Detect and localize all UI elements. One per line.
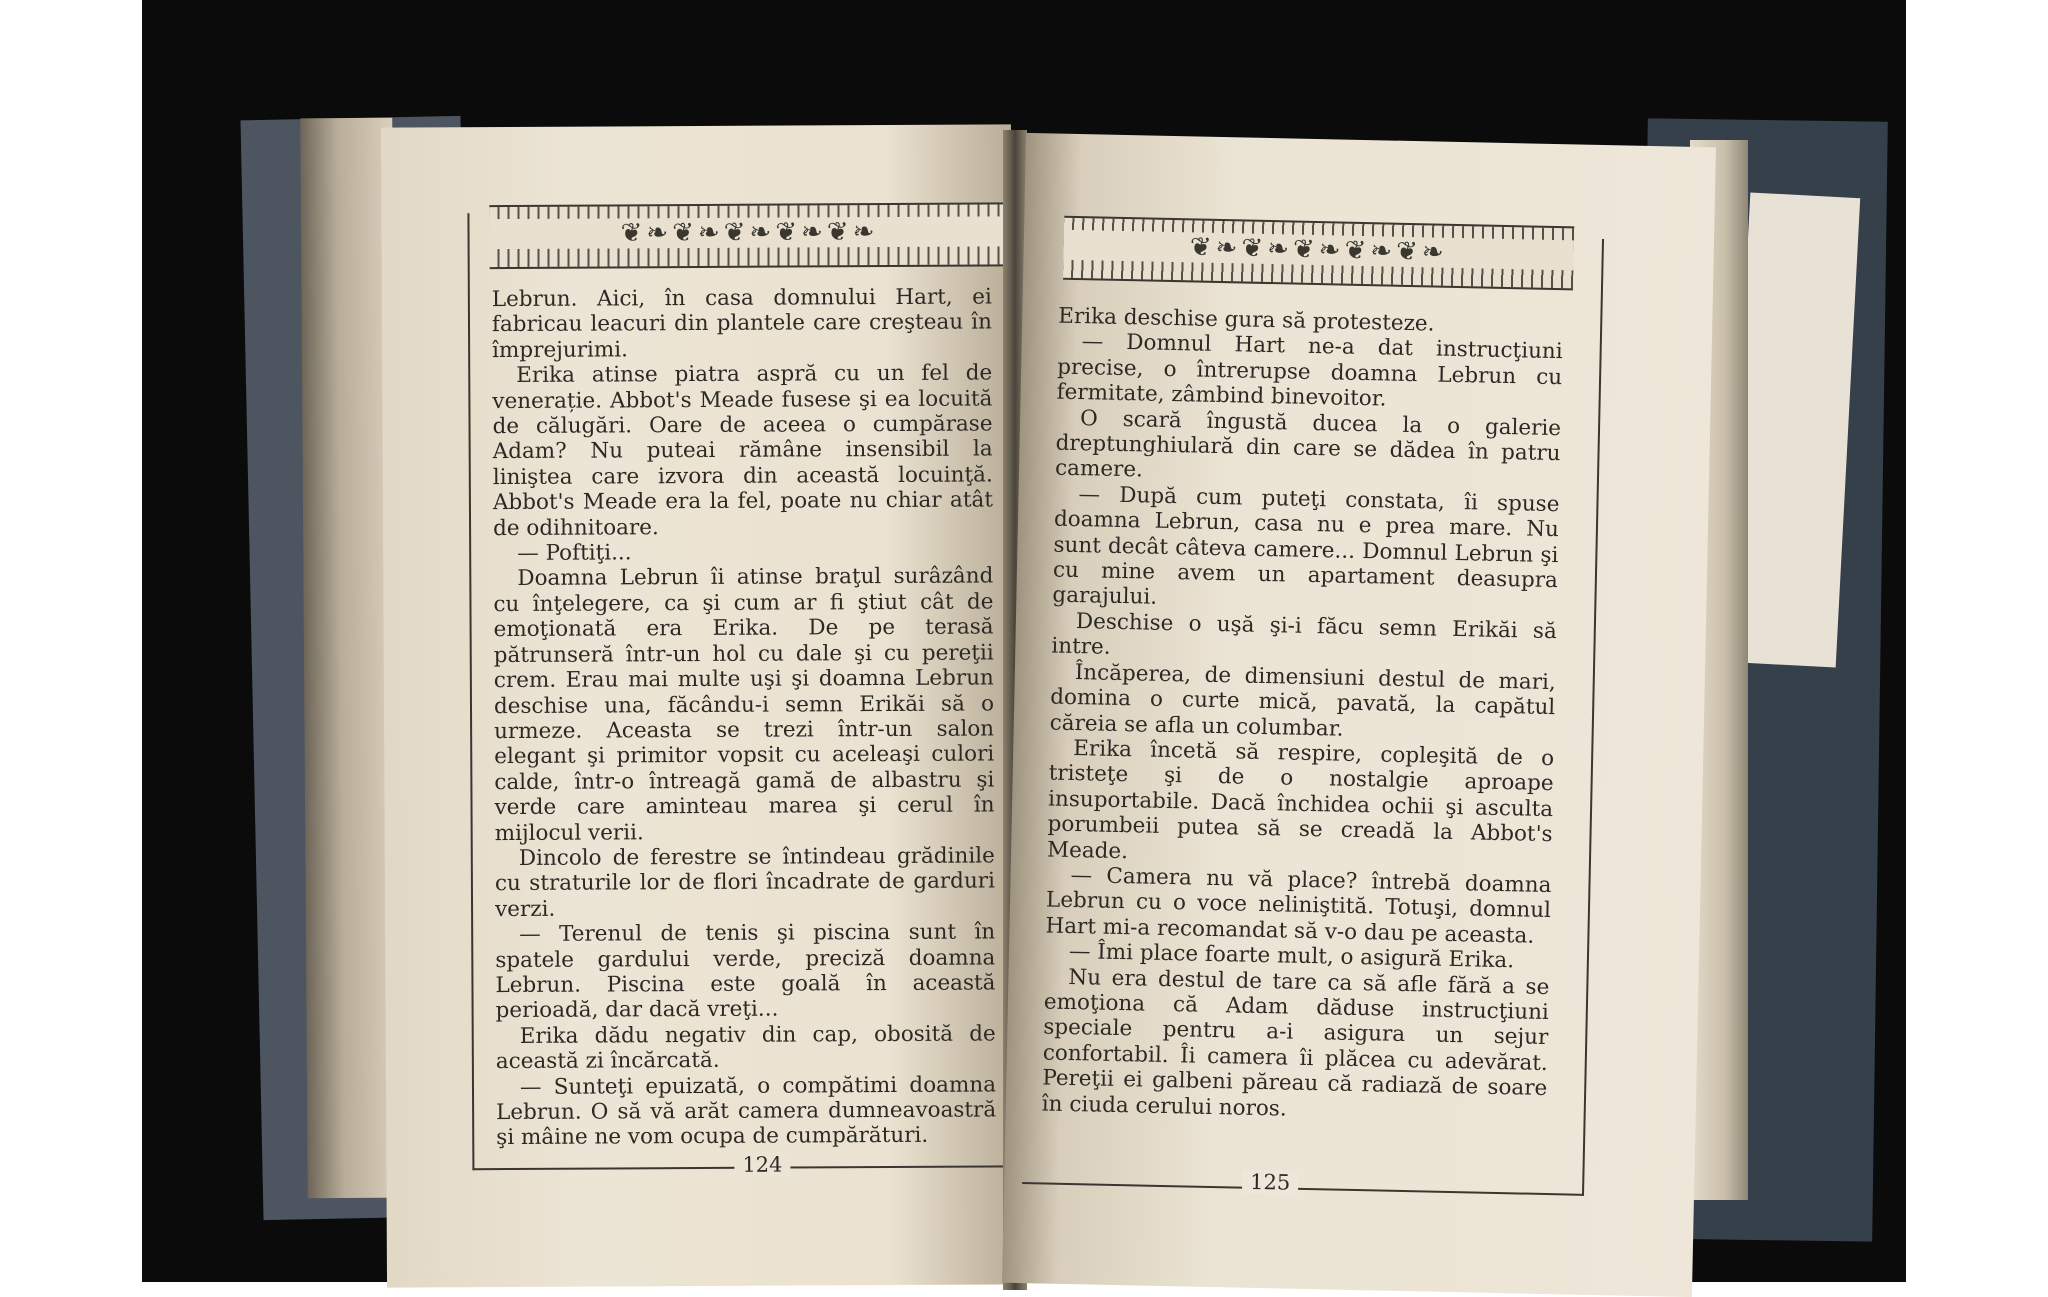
left-page	[381, 124, 1017, 1287]
ornament-glyphs: ❦❧❦❧❦❧❦❧❦❧	[489, 216, 1009, 249]
paragraph: Doamna Lebrun îi atinse braţul surâzând cu înţelegere, ca şi cum ar fi ştiut cât de emoţionată era Erika. De pe terasă pătrunseră într-un hol cu dale şi cu pereţii crem. Erau mai multe uşi şi doamna Lebrun deschise una, făcându-i semn Erikăi să o urmeze. Aceasta se trezi într-un salon elegant şi primitor vopsit cu aceleaşi culori calde, într-o întreagă gamă de albastru şi verde care aminteau marea şi cerul în mijlocul verii.	[493, 563, 995, 846]
right-page-text	[1042, 304, 1564, 1127]
page-number: 124	[734, 1153, 790, 1177]
paragraph: — După cum puteţi constata, îi spuse doamna Lebrun, casa nu e prea mare. Nu sunt decât câteva camere... Domnul Lebrun şi cu mine avem un apartament deasupra garajului.	[1052, 481, 1560, 611]
paragraph: — Sunteţi epuizată, o compătimi doamna Lebrun. O să vă arăt camera dumneavoastră şi mâine ne vom ocupa de cumpărături.	[496, 1072, 997, 1151]
paragraph: Încăperea, de dimensiuni destul de mari, domina o curte mică, pavată, la capătul căreia se afla un columbar.	[1049, 659, 1556, 742]
paragraph: — Îmi place foarte mult, o asigură Erika.	[1068, 939, 1515, 974]
paragraph: Erika atinse piatra aspră cu un fel de venerație. Abbot's Meade fusese şi ea locuită de călugări. Oare de aceea o cumpărase Adam? Nu puteai rămâne insensibil la liniştea care izvora din această locuinţă. Abbot's Meade era la fel, poate nu chiar atât de odihnitoare.	[492, 360, 993, 541]
paragraph: Nu era destul de tare ca să afle fără a se emoţiona că Adam dăduse instrucţiuni speciale pentru a-i asigura un sejur confortabil. Îi camera îi plăcea cu adevărat. Pereţii ei galbeni păreau că radiază de soare în ciuda cerului noros.	[1041, 964, 1550, 1122]
paragraph: Erika deschise gura să protesteze.	[1058, 303, 1435, 337]
paragraph: — Terenul de tenis şi piscina sunt în spatele gardului verde, preciză doamna Lebrun. Piscina este goală în această perioadă, dar dacă vreţi...	[495, 919, 996, 1024]
page-number: 125	[1242, 1170, 1299, 1195]
right-page	[1002, 133, 1716, 1297]
paragraph: — Poftiţi...	[517, 540, 632, 567]
paragraph: O scară îngustă ducea la o galerie dreptunghiulară din care se dădea în patru camere.	[1054, 405, 1562, 483]
paragraph: — Domnul Hart ne-a dat instrucţiuni precise, o întrerupse doamna Lebrun cu fermitate, zâmbind binevoitor.	[1056, 329, 1563, 412]
paragraph: — Camera nu vă place? întrebă doamna Lebrun cu o voce neliniştită. Totuşi, domnul Hart mi-a recomandat să v-o dau pe aceasta.	[1045, 862, 1552, 949]
left-page-ornament	[489, 202, 1009, 269]
paragraph: Dincolo de ferestre se întindeau grădinile cu straturile lor de flori încadrate de garduri verzi.	[494, 843, 995, 922]
paragraph: Lebrun. Aici, în casa domnului Hart, ei fabricau leacuri din plantele care creşteau în împrejurimi.	[491, 284, 993, 363]
paragraph: Erika încetă să respire, copleşită de o tristeţe şi de o nostalgie aproape insuportabile. Dacă închidea ochii şi asculta porumbeii putea să se creadă la Abbot's Meade.	[1046, 735, 1555, 864]
left-page-text	[492, 284, 997, 1150]
ornament-glyphs: ❦❧❦❧❦❧❦❧❦❧	[1063, 230, 1574, 271]
right-page-ornament	[1063, 216, 1574, 291]
paragraph: Deschise o uşă şi-i făcu semn Erikăi să intre.	[1051, 608, 1558, 661]
paragraph: Erika dădu negativ din cap, obosită de această zi încărcată.	[495, 1021, 996, 1075]
